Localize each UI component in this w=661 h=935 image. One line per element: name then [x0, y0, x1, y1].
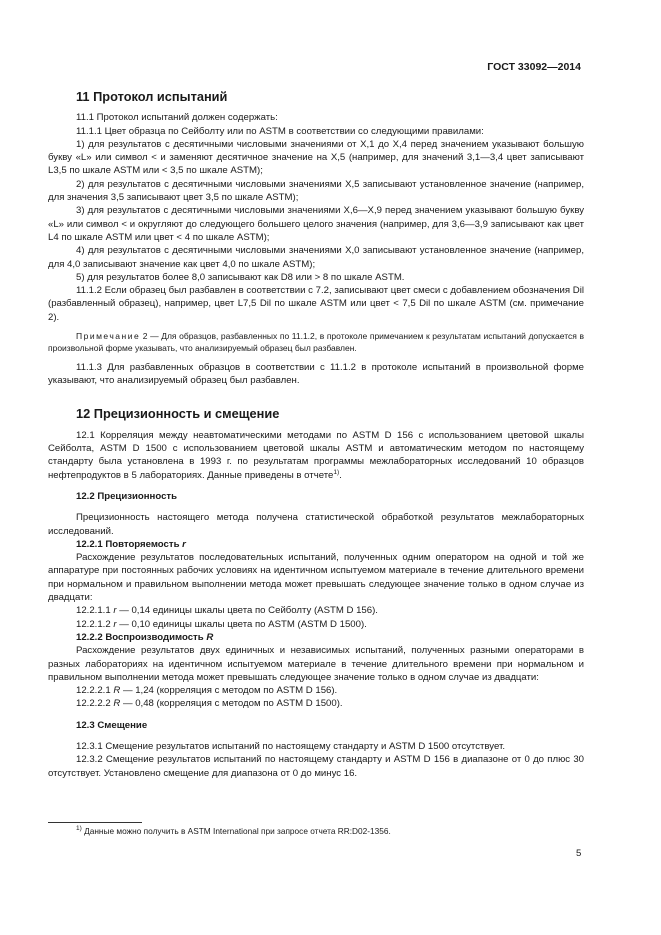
paragraph-11-1-2: 11.1.2 Если образец был разбавлен в соответствии с 7.2, записывают цвет смеси с добавлением обозначения Dil (разбавленный образец), например, цвет L7,5 Dil по шкале ASTM или цвет < 7,5 Dil по шкале ASTM (см. примечание 2).: [48, 285, 584, 323]
paragraph-12-3-1: 12.3.1 Смещение результатов испытаний по настоящему стандарту и ASTM D 1500 отсутствует.: [76, 740, 505, 752]
value-12-2-2-2-text: — 0,48 (корреляция с методом по ASTM D 1500).: [120, 698, 343, 710]
value-12-2-2-1-symbol: R: [113, 685, 121, 697]
list-item-1: 1) для результатов с десятичными числовыми значениями от Х,1 до Х,4 перед значением указывают большую букву «L» или символ < и заменяют десятичное значение на Х,5 (например, для значений 3,1—3,4 цвет записывают L3,5 по шкале ASTM или < 3,5 по шкале ASTM);: [48, 138, 584, 177]
paragraph-12-2: Прецизионность настоящего метода получена статистической обработкой результатов межлабораторных исследований.: [48, 512, 584, 537]
paragraph-12-1: [48, 429, 584, 482]
list-item-5: 5) для результатов более 8,0 записывают как D8 или > 8 по шкале ASTM.: [76, 271, 405, 283]
value-12-2-1-2-symbol: r: [113, 618, 117, 630]
list-item-3: 3) для результатов с десятичными числовыми значениями Х,6—Х,9 перед значением указывают большую букву «L» или символ < и округляют до следующего большего целого значения (например, для 3,6—3,9 записывают как цвет L4 по шкале ASTM или цвет < 4 по шкале ASTM);: [48, 205, 584, 243]
paragraph-12-3-2: 12.3.2 Смещение результатов испытаний по настоящему стандарту и ASTM D 156 в диапазоне от 0 до плюс 30 отсутствует. Установлено смещение для диапазона от 0 до минус 16.: [48, 754, 584, 779]
page-number: 5: [576, 848, 582, 859]
value-12-2-1-1-num: 12.2.1.1: [76, 605, 114, 617]
heading-12-2-1-label: 12.2.1 Повторяемость: [76, 538, 183, 550]
symbol-R: R: [206, 631, 214, 643]
page-content: [48, 90, 584, 780]
value-12-2-1-1-text: — 0,14 единицы шкалы цвета по Сейболту (ASTM D 156).: [116, 605, 378, 617]
value-12-2-2-2-num: 12.2.2.2: [76, 698, 114, 710]
footnote-ref: 1): [333, 468, 340, 476]
standard-header: ГОСТ 33092—2014: [487, 61, 581, 73]
section-11-title: 11 Протокол испытаний: [76, 89, 228, 104]
value-12-2-1-2-num: 12.2.1.2: [76, 618, 114, 630]
footnote-mark: 1): [76, 825, 82, 833]
value-12-2-2-1-text: — 1,24 (корреляция с методом по ASTM D 156).: [120, 685, 338, 697]
value-12-2-1-1-symbol: r: [113, 605, 117, 617]
note-text: 2 — Для образцов, разбавленных по 11.1.2, в протоколе примечанием к результатам испытаний допускается в произвольной форме указывать, что анализируемый образец был разбавлен.: [48, 331, 584, 354]
paragraph-11-1-1: 11.1.1 Цвет образца по Сейболту или по ASTM в соответствии со следующими правилами:: [76, 125, 484, 137]
heading-12-2-2: [76, 631, 584, 644]
paragraph-11-1: 11.1 Протокол испытаний должен содержать:: [76, 112, 278, 124]
paragraph-12-2-2: Расхождение результатов двух единичных и независимых испытаний, полученных разными операторами в разных лабораториях на идентичном испытуемом материале в течение длительного времени при нормальном и правильном выполнении метода может превышать следующее значение только в одном случае из двадцати:: [48, 645, 584, 683]
heading-12-2: 12.2 Прецизионность: [76, 490, 178, 502]
value-12-2-2-1-num: 12.2.2.1: [76, 685, 114, 697]
value-12-2-2-1: [48, 684, 584, 697]
value-12-2-2-2-symbol: R: [113, 698, 121, 710]
paragraph-12-1-end: .: [339, 469, 342, 481]
value-12-2-1-2: [48, 618, 584, 631]
section-12-title: 12 Прецизионность и смещение: [76, 406, 280, 422]
value-12-2-2-2: [48, 697, 584, 710]
paragraph-12-2-1: Расхождение результатов последовательных испытаний, полученных одним оператором на одной и той же аппаратуре при постоянных рабочих условиях на идентичном испытуемом материале в течение длительного времени при нормальном и правильном выполнении метода может превышать следующее значение только в одном случае из двадцати:: [48, 552, 584, 604]
symbol-r: r: [182, 538, 186, 550]
note-2: [48, 330, 584, 355]
footnote-text: Данные можно получить в ASTM International при запросе отчета RR:D02-1356.: [81, 826, 391, 836]
value-12-2-1-1: [48, 604, 584, 617]
paragraph-12-1-text: 12.1 Корреляция между неавтоматическими методами по ASTM D 156 с использованием цветовой шкалы Сейболта, ASTM D 1500 с использованием цветовой шкалы ASTM и автоматическим методом по настоящему стандарту была установлена в 1993 г. по результатам программы межлабораторных исследований 10 образцов нефтепродуктов в 5 лабораториях. Данные приведены в отчете: [48, 429, 584, 481]
list-item-2: 2) для результатов с десятичными числовыми значениями Х,5 записывают установленное значение (например, для значения 3,5 записывают цвет 3,5 по шкале ASTM);: [48, 178, 584, 204]
heading-12-3: 12.3 Смещение: [76, 719, 148, 731]
list-item-4: 4) для результатов с десятичными числовыми значениями Х,0 записывают установленное значение (например, для 4,0 записывают значение как цвет 4,0 по шкале ASTM);: [48, 245, 584, 270]
paragraph-11-1-3: 11.1.3 Для разбавленных образцов в соответствии с 11.1.2 в протоколе испытаний в произвольной форме указывают, что анализируемый образец был разбавлен.: [48, 361, 584, 387]
note-label: Примечание: [76, 331, 141, 342]
heading-12-2-1: [76, 538, 584, 551]
footnote: [76, 826, 391, 836]
footnote-separator: [48, 822, 142, 823]
heading-12-2-2-label: 12.2.2 Воспроизводимость: [76, 631, 207, 643]
value-12-2-1-2-text: — 0,10 единицы шкалы цвета по ASTM (ASTM D 1500).: [116, 618, 367, 630]
